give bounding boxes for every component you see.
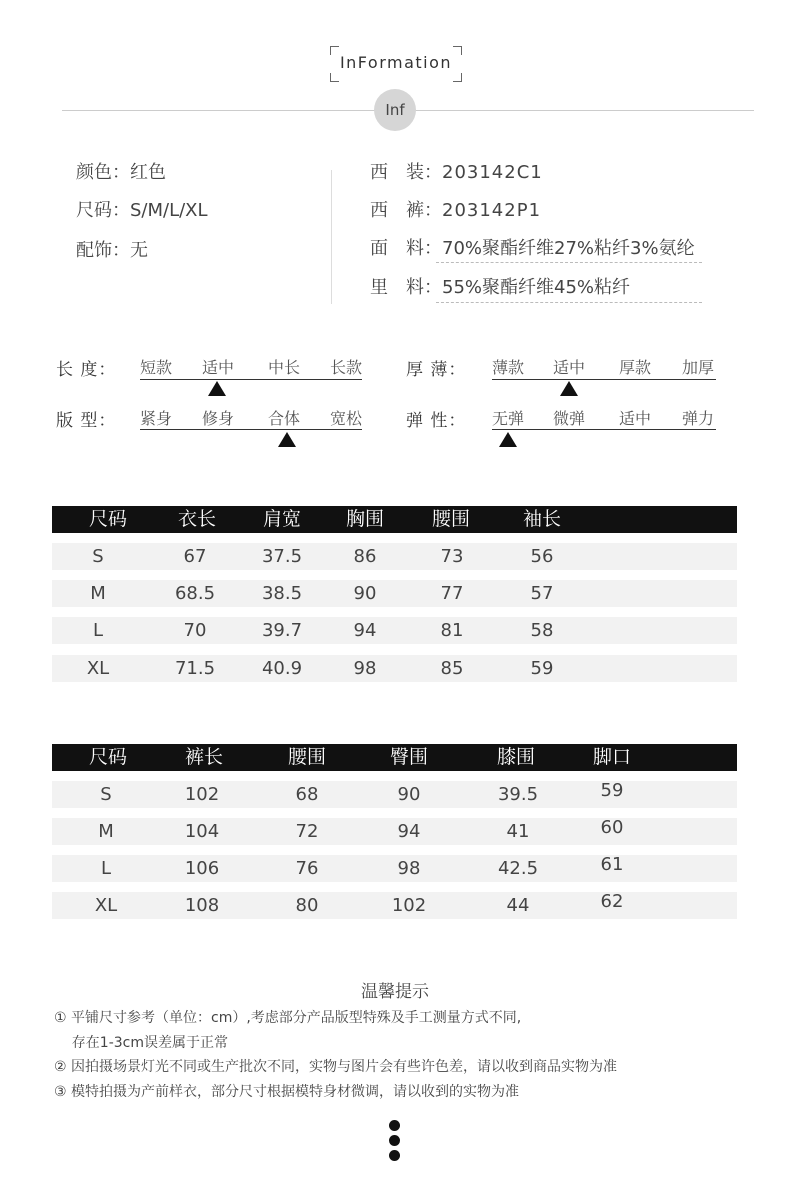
table-cell: 86 xyxy=(353,546,377,567)
table-cell: 42.5 xyxy=(497,858,539,879)
fit-scale xyxy=(140,406,362,430)
table-cell: 70 xyxy=(183,620,207,641)
info-label: 里 料： xyxy=(370,277,442,298)
table-cell: 104 xyxy=(184,821,220,842)
elasticity-scale-line xyxy=(492,429,716,430)
scale-option: 中长 xyxy=(268,358,301,377)
table-row xyxy=(52,543,737,570)
table-cell: XL xyxy=(86,658,110,679)
info-pants-code xyxy=(370,196,541,222)
table-cell: M xyxy=(98,821,114,842)
header-title: InFormation xyxy=(339,53,453,72)
table-cell: 37.5 xyxy=(261,546,303,567)
column-header: 尺码 xyxy=(88,746,127,768)
column-header: 腰围 xyxy=(431,508,470,530)
info-accessory xyxy=(76,236,148,262)
thickness-scale xyxy=(492,355,716,379)
table-cell: 71.5 xyxy=(174,658,216,679)
ellipsis-dot-icon xyxy=(389,1135,400,1146)
scale-option: 合体 xyxy=(268,409,301,428)
table-cell: 58 xyxy=(530,620,554,641)
table-cell: 102 xyxy=(184,784,220,805)
info-label: 配饰： xyxy=(76,240,130,261)
table-row xyxy=(52,892,737,919)
table-cell: 80 xyxy=(295,895,319,916)
table-cell: 40.9 xyxy=(261,658,303,679)
table-cell: 72 xyxy=(295,821,319,842)
table-cell: 76 xyxy=(295,858,319,879)
table-row xyxy=(52,655,737,682)
header-circle-badge: Inf xyxy=(374,89,416,131)
scale-option: 宽松 xyxy=(330,409,363,428)
table-cell: 39.7 xyxy=(261,620,303,641)
table-cell: 57 xyxy=(530,583,554,604)
tips-title: 温馨提示 xyxy=(361,982,429,1002)
table-cell: 61 xyxy=(600,854,624,875)
table-cell: 106 xyxy=(184,858,220,879)
scale-option: 紧身 xyxy=(140,409,173,428)
table-cell: S xyxy=(92,546,104,567)
info-vertical-divider xyxy=(331,170,332,304)
table-cell: 81 xyxy=(440,620,464,641)
table-cell: 73 xyxy=(440,546,464,567)
info-fabric xyxy=(370,234,695,260)
ellipsis-dot-icon xyxy=(389,1120,400,1131)
pants-table-header xyxy=(52,744,737,771)
table-cell: 59 xyxy=(600,780,624,801)
table-cell: 60 xyxy=(600,817,624,838)
scale-option: 无弹 xyxy=(492,409,525,428)
column-header: 衣长 xyxy=(177,508,216,530)
table-cell: 85 xyxy=(440,658,464,679)
table-cell: S xyxy=(100,784,112,805)
info-label: 西 裤： xyxy=(370,200,442,221)
scale-option: 适中 xyxy=(553,358,586,377)
info-label: 面 料： xyxy=(370,238,442,259)
scale-option: 薄款 xyxy=(492,358,525,377)
thickness-label: 厚 薄： xyxy=(406,360,467,380)
fit-scale-line xyxy=(140,429,362,430)
table-cell: XL xyxy=(94,895,118,916)
table-row xyxy=(52,855,737,882)
info-value: 70%聚酯纤维27%粘纤3%氨纶 xyxy=(442,238,695,259)
table-cell: M xyxy=(90,583,106,604)
table-cell: 67 xyxy=(183,546,207,567)
length-selected-marker xyxy=(208,381,226,396)
column-header: 尺码 xyxy=(88,508,127,530)
scale-option: 加厚 xyxy=(682,358,715,377)
table-cell: 38.5 xyxy=(261,583,303,604)
info-suit-code xyxy=(370,158,543,184)
table-row xyxy=(52,617,737,644)
elasticity-selected-marker xyxy=(499,432,517,447)
column-header: 胸围 xyxy=(345,508,384,530)
column-header: 臀围 xyxy=(389,746,428,768)
elasticity-scale xyxy=(492,406,716,430)
column-header: 袖长 xyxy=(522,508,561,530)
tip-line: ② 因拍摄场景灯光不同或生产批次不同，实物与图片会有些许色差，请以收到商品实物为准 xyxy=(54,1059,617,1075)
table-cell: 94 xyxy=(353,620,377,641)
scale-option: 短款 xyxy=(140,358,173,377)
information-header xyxy=(330,46,462,82)
scale-option: 适中 xyxy=(619,409,652,428)
table-cell: 90 xyxy=(397,784,421,805)
info-value: 203142C1 xyxy=(442,162,543,183)
scale-option: 适中 xyxy=(202,358,235,377)
table-cell: 94 xyxy=(397,821,421,842)
ellipsis-dot-icon xyxy=(389,1150,400,1161)
thickness-scale-line xyxy=(492,379,716,380)
length-scale-line xyxy=(140,379,362,380)
table-cell: 68 xyxy=(295,784,319,805)
lining-underline xyxy=(436,302,702,303)
length-label: 长 度： xyxy=(56,360,117,380)
table-cell: 102 xyxy=(391,895,427,916)
scale-option: 修身 xyxy=(202,409,235,428)
table-cell: L xyxy=(100,858,112,879)
table-cell: 77 xyxy=(440,583,464,604)
scale-option: 弹力 xyxy=(682,409,715,428)
corner-bracket xyxy=(453,73,462,82)
table-row xyxy=(52,818,737,845)
table-row xyxy=(52,781,737,808)
table-cell: 41 xyxy=(506,821,530,842)
info-label: 西 装： xyxy=(370,162,442,183)
length-scale xyxy=(140,355,362,379)
table-cell: L xyxy=(92,620,104,641)
jacket-table-header xyxy=(52,506,737,533)
corner-bracket xyxy=(330,73,339,82)
info-value: 55%聚酯纤维45%粘纤 xyxy=(442,277,631,298)
tip-line: 存在1-3cm误差属于正常 xyxy=(54,1035,229,1051)
thickness-selected-marker xyxy=(560,381,578,396)
table-cell: 90 xyxy=(353,583,377,604)
table-cell: 59 xyxy=(530,658,554,679)
fabric-underline xyxy=(436,262,702,263)
table-cell: 98 xyxy=(353,658,377,679)
info-value: 203142P1 xyxy=(442,200,542,221)
table-cell: 56 xyxy=(530,546,554,567)
info-color xyxy=(76,158,166,184)
info-label: 尺码： xyxy=(76,200,130,221)
column-header: 膝围 xyxy=(496,746,535,768)
info-lining xyxy=(370,273,630,299)
column-header: 腰围 xyxy=(287,746,326,768)
info-size xyxy=(76,196,208,222)
info-value: S/M/L/XL xyxy=(130,200,208,221)
info-value: 红色 xyxy=(130,162,166,183)
fit-selected-marker xyxy=(278,432,296,447)
elasticity-label: 弹 性： xyxy=(406,411,467,431)
scale-option: 长款 xyxy=(330,358,363,377)
info-label: 颜色： xyxy=(76,162,130,183)
table-cell: 108 xyxy=(184,895,220,916)
table-cell: 68.5 xyxy=(174,583,216,604)
scale-option: 微弹 xyxy=(553,409,586,428)
column-header: 肩宽 xyxy=(262,508,301,530)
fit-label: 版 型： xyxy=(56,411,117,431)
column-header: 脚口 xyxy=(592,746,631,768)
tip-line: ③ 模特拍摄为产前样衣，部分尺寸根据模特身材微调，请以收到的实物为准 xyxy=(54,1084,519,1100)
column-header: 裤长 xyxy=(184,746,223,768)
table-cell: 44 xyxy=(506,895,530,916)
tip-line: ① 平铺尺寸参考（单位：cm）,考虑部分产品版型特殊及手工测量方式不同, xyxy=(54,1010,522,1026)
scale-option: 厚款 xyxy=(619,358,652,377)
table-row xyxy=(52,580,737,607)
table-cell: 98 xyxy=(397,858,421,879)
table-cell: 62 xyxy=(600,891,624,912)
table-cell: 39.5 xyxy=(497,784,539,805)
info-value: 无 xyxy=(130,240,148,261)
